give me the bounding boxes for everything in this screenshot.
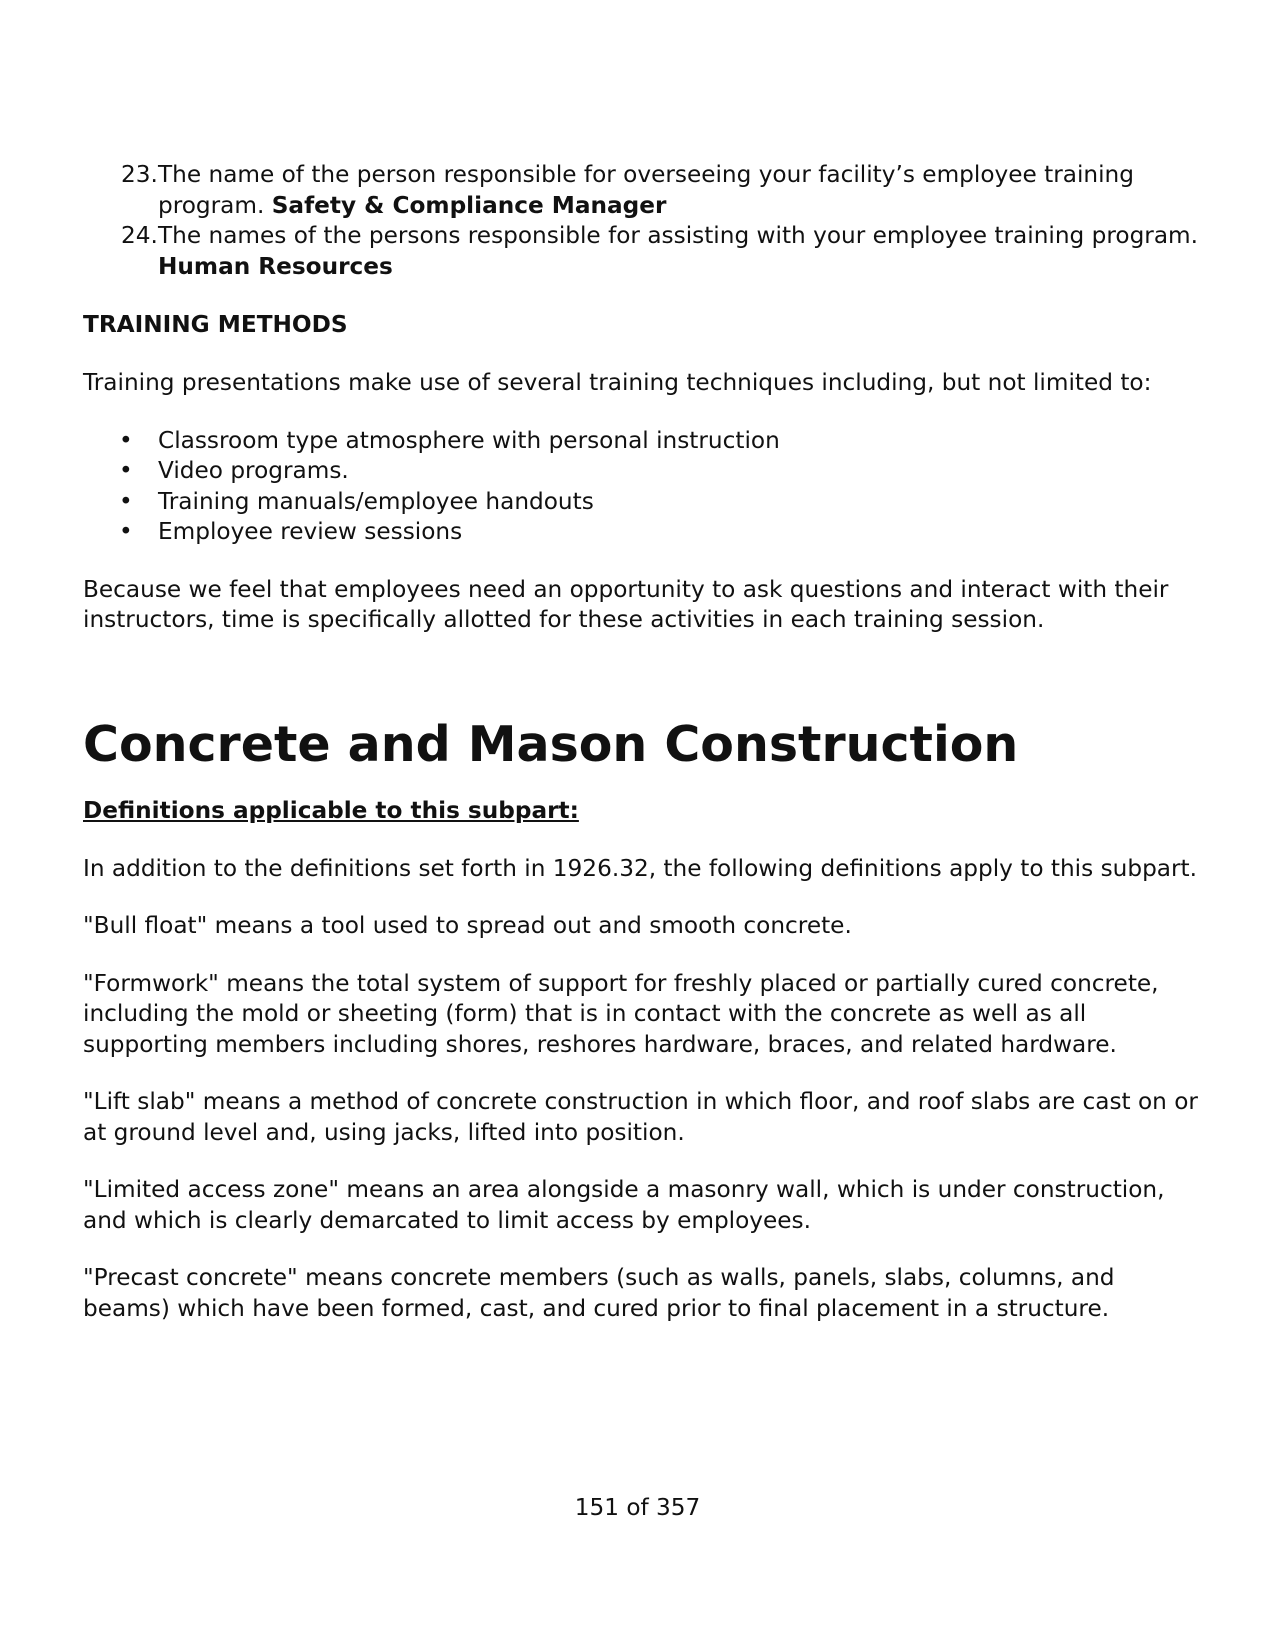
bullet-text: Employee review sessions (158, 518, 463, 545)
list-item-bold-answer: Safety & Compliance Manager (271, 191, 667, 219)
numbered-list (83, 160, 1203, 282)
bullet-text: Training manuals/employee handouts (158, 487, 594, 515)
list-item (83, 426, 1203, 457)
definition-formwork: "Formwork" means the total system of support for freshly placed or partially cured concrete, including the mold or sheeting (form) that is in contact with the concrete as well as all supporting members including shores, reshores hardware, braces, and related hardware. (83, 969, 1159, 1058)
training-methods-intro: Training presentations make use of several training techniques including, but not limited to: (83, 369, 1152, 396)
list-number: 24. (121, 222, 158, 249)
definition-bull-float: "Bull float" means a tool used to spread out and smooth concrete. (83, 912, 852, 939)
bullet-icon: • (119, 426, 133, 454)
list-item (83, 517, 1203, 548)
definition-precast-concrete: "Precast concrete" means concrete members (such as walls, panels, slabs, columns, and beams) which have been formed, cast, and cured prior to final placement in a structure. (83, 1264, 1115, 1322)
bullet-text: Classroom type atmosphere with personal instruction (158, 426, 780, 454)
list-item-text: The name of the person responsible for overseeing your facility’s employee training program. (158, 161, 1134, 219)
page-number: 151 of 357 (574, 1494, 701, 1521)
list-number: 23. (121, 161, 158, 188)
list-item (83, 160, 1203, 221)
list-item-text: The names of the persons responsible for assisting with your employee training program. (158, 222, 1198, 249)
bullet-icon: • (119, 487, 133, 515)
bullet-text: Video programs. (158, 457, 349, 484)
list-item (83, 221, 1203, 282)
list-item-bold-answer: Human Resources (158, 252, 393, 280)
bullet-icon: • (119, 518, 133, 545)
training-methods-bullet-list (83, 426, 1203, 548)
bullet-icon: • (119, 457, 133, 484)
list-item (83, 487, 1203, 518)
document-page (83, 160, 1203, 1324)
definition-lift-slab: "Lift slab" means a method of concrete construction in which floor, and roof slabs are cast on or at ground level and, using jacks, lifted into position. (83, 1088, 1198, 1146)
training-methods-heading: TRAINING METHODS (83, 311, 348, 338)
definition-limited-access-zone: "Limited access zone" means an area alongside a masonry wall, which is under construction, and which is clearly demarcated to limit access by employees. (83, 1176, 1165, 1234)
definitions-intro: In addition to the definitions set forth in 1926.32, the following definitions apply to this subpart. (83, 854, 1197, 882)
definitions-subheading: Definitions applicable to this subpart: (83, 796, 579, 824)
section-title: Concrete and Mason Construction (83, 715, 1019, 773)
list-item (83, 456, 1203, 487)
training-methods-closing: Because we feel that employees need an opportunity to ask questions and interact with their instructors, time is specifically allotted for these activities in each training session. (83, 575, 1169, 633)
